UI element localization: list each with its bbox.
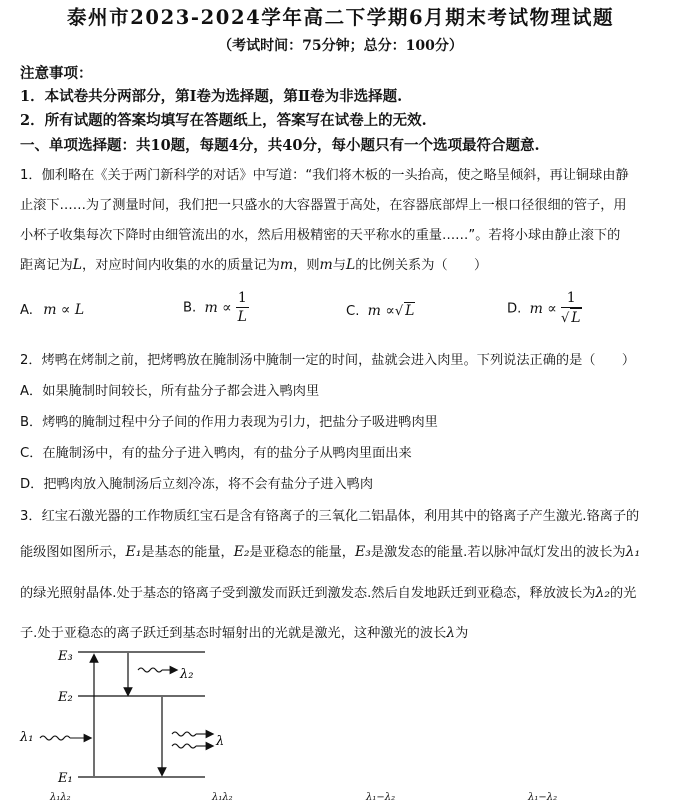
var-L: L (72, 257, 83, 273)
option-label: C. (346, 304, 360, 319)
label-e1: E₁ (58, 771, 73, 786)
var-E2: E₂ (233, 544, 250, 560)
q3-text: 是激发态的能量.若以脉冲氙灯发出的波长为 (370, 545, 626, 560)
q1-option-b[interactable] (183, 290, 249, 326)
q1-option-d[interactable] (507, 290, 582, 328)
q1-text: ，则 (293, 258, 320, 273)
q3-option-a-fragment: λ₁λ₂ (50, 792, 71, 803)
notice-heading: 注意事项： (20, 65, 93, 82)
q3-line-4 (20, 622, 468, 641)
label-lambda1: λ₁ (20, 730, 34, 745)
q1-line-1: 1．伽利略在《关于两门新科学的对话》中写道：“我们将木板的一头抬高，使之略呈倾斜，再让铜球由静 (20, 168, 629, 183)
q3-option-d-fragment: λ₁−λ₂ (528, 792, 558, 803)
q2-option-d[interactable]: D．把鸭肉放入腌制汤后立刻冷冻，将不会有盐分子进入鸭肉 (20, 477, 374, 492)
option-label: B. (183, 300, 197, 316)
option-formula: m ∝ (367, 303, 395, 319)
option-formula: m ∝ (204, 300, 232, 316)
q3-text: 能级图如图所示， (20, 545, 126, 560)
q1-text: 距离记为 (20, 258, 73, 273)
q2-option-b[interactable]: B．烤鸭的腌制过程中分子间的作用力表现为引力，把盐分子吸进鸭肉里 (20, 415, 438, 430)
label-lambda2: λ₂ (180, 667, 194, 682)
q3-text: 子.处于亚稳态的离子跃迁到基态时辐射出的光就是激光，这种激光的波长 (20, 626, 447, 641)
q3-option-c-fragment: λ₁−λ₂ (366, 792, 396, 803)
q3-line-3 (20, 582, 636, 601)
denominator (561, 308, 582, 328)
var-lambda2: λ₂ (595, 585, 610, 601)
page-title: 泰州市2023-2024学年高二下学期6月期末考试物理试题 (66, 6, 615, 29)
energy-level-diagram (0, 640, 260, 790)
q3-text: 为 (455, 626, 469, 641)
q2-option-a[interactable]: A．如果腌制时间较长，所有盐分子都会进入鸭肉里 (20, 384, 320, 399)
q3-line-2 (20, 541, 640, 560)
q1-line-3: 小杯子收集每次下降时由细管流出的水，然后用极精密的天平称水的重量……”。若将小球由静止滚下的 (20, 228, 621, 243)
q1-option-c[interactable] (346, 302, 415, 319)
sqrt-sign: √ (560, 311, 570, 326)
q3-text: 的光 (609, 586, 637, 601)
numerator: 1 (561, 290, 582, 308)
radicand: L (405, 303, 415, 319)
radicand: L (571, 310, 581, 326)
numerator: 1 (237, 290, 247, 306)
var-E3: E₃ (355, 544, 371, 560)
var-m: m (279, 257, 294, 273)
section-heading: 一、单项选择题：共10题，每题4分，共40分，每小题只有一个选项最符合题意. (20, 137, 540, 154)
option-label: A. (20, 303, 33, 318)
exam-info: （考试时间：75分钟；总分：100分） (218, 38, 463, 54)
label-e2: E₂ (58, 690, 73, 705)
q1-text: 与 (332, 258, 346, 273)
var-lambda1: λ₁ (625, 544, 641, 560)
wave-lambda2 (138, 668, 162, 672)
option-formula: m ∝ L (43, 302, 85, 318)
wave-laser-1 (172, 732, 196, 736)
sqrt-sign: √ (394, 304, 404, 319)
notice-item-1: 1．本试卷共分两部分，第Ⅰ卷为选择题，第Ⅱ卷为非选择题. (20, 88, 403, 105)
fraction (561, 290, 582, 328)
q2-option-c[interactable]: C．在腌制汤中，有的盐分子进入鸭肉，有的盐分子从鸭肉里面出来 (20, 446, 412, 461)
denominator: L (237, 309, 247, 325)
var-L: L (345, 257, 356, 273)
q1-option-a[interactable] (20, 302, 84, 318)
label-lambda: λ (216, 734, 225, 749)
var-lambda: λ (446, 625, 456, 641)
wave-laser-2 (172, 744, 196, 748)
q1-line-2: 止滚下……为了测量时间，我们把一只盛水的大容器置于高处，在容器底部焊上一根口径很细的管子，用 (20, 198, 627, 213)
var-E1: E₁ (125, 544, 142, 560)
q2-stem: 2．烤鸭在烤制之前，把烤鸭放在腌制汤中腌制一定的时间，盐就会进入肉里。下列说法正确的是（ ） (20, 353, 636, 368)
q3-text: 是基态的能量， (141, 545, 234, 560)
q3-option-b-fragment: λ₁λ₂ (212, 792, 233, 803)
q3-line-1: 3．红宝石激光器的工作物质红宝石是含有铬离子的三氧化二铝晶体，利用其中的铬离子产生激光.铬离子的 (20, 509, 640, 524)
q1-line-4 (20, 254, 487, 273)
option-formula: m ∝ (529, 301, 557, 317)
q3-text: 的绿光照射晶体.处于基态的铬离子受到激发而跃迁到激发态.然后自发地跃迁到亚稳态，释放波长为 (20, 586, 596, 601)
q3-text: 是亚稳态的能量， (249, 545, 355, 560)
q1-text: 的比例关系为（ ） (355, 258, 488, 273)
notice-item-2: 2．所有试题的答案均填写在答题纸上，答案写在试卷上的无效. (20, 112, 427, 129)
var-m: m (319, 257, 333, 273)
label-e3: E₃ (58, 649, 73, 664)
q1-text: ，对应时间内收集的水的质量记为 (82, 258, 280, 273)
fraction (236, 290, 249, 326)
option-label: D. (507, 301, 522, 317)
wave-lambda1 (40, 736, 70, 740)
